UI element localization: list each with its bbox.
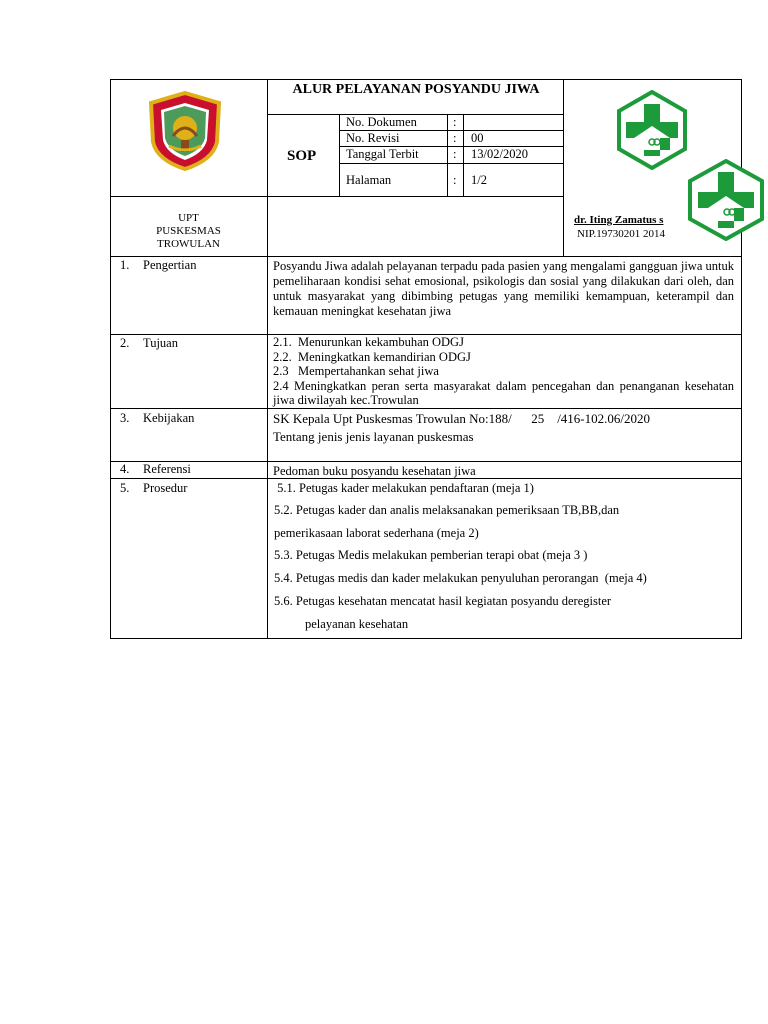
section-label-prosedur: Prosedur	[143, 481, 188, 495]
section-label-kebijakan: Kebijakan	[143, 411, 195, 425]
kebijakan-line: Tentang jenis jenis layanan puskesmas	[273, 429, 474, 444]
meta-label-halaman: Halaman	[346, 173, 392, 187]
pengertian-text: Posyandu Jiwa adalah pelayanan terpadu pada pasien yang mengalami gangguan jiwa untuk pemeliharaan kondisi sehat emosional, psikologis dan sosial yang dilakukan dari oleh, dan untuk masyarakat yang dibimbing petugas yang memiliki kemampuan, keterampil dan kemauan meningkat kesehatan jiwa	[273, 259, 734, 318]
prosedur-step: 5.3. Petugas Medis melakukan pemberian terapi obat (meja 3 )	[274, 548, 588, 562]
tujuan-item: 2.1. Menurunkan kekambuhan ODGJ	[273, 335, 464, 349]
prosedur-step: 5.1. Petugas kader melakukan pendaftaran (meja 1)	[274, 481, 534, 495]
sop-label: SOP	[287, 148, 317, 164]
kabupaten-crest-logo	[143, 90, 227, 172]
section-label-referensi: Referensi	[143, 462, 191, 476]
org-name-line: UPT	[178, 212, 199, 224]
meta-sep: :	[453, 173, 457, 187]
section-number: 3.	[120, 411, 130, 425]
org-name-line: TROWULAN	[157, 238, 220, 250]
tujuan-item: 2.3 Mempertahankan sehat jiwa	[273, 364, 439, 378]
meta-sep: :	[453, 147, 457, 161]
section-number: 2.	[120, 336, 130, 350]
prosedur-step: pemerikasaan laborat sederhana (meja 2)	[274, 526, 479, 540]
org-name-line: PUSKESMAS	[156, 225, 221, 237]
referensi-text: Pedoman buku posyandu kesehatan jiwa	[273, 464, 476, 478]
meta-value-tanggal-terbit: 13/02/2020	[471, 147, 528, 161]
section-number: 5.	[120, 481, 130, 495]
signatory-nip: NIP.19730201 2014	[577, 228, 666, 240]
meta-label-no-dokumen: No. Dokumen	[346, 115, 417, 129]
meta-sep: :	[453, 131, 457, 145]
meta-value-no-revisi: 00	[471, 131, 484, 145]
section-number: 4.	[120, 462, 130, 476]
meta-label-no-revisi: No. Revisi	[346, 131, 400, 145]
kebijakan-line: SK Kepala Upt Puskesmas Trowulan No:188/ 25 /416-102.06/2020	[273, 411, 650, 426]
document-title: ALUR PELAYANAN POSYANDU JIWA	[292, 82, 540, 97]
prosedur-step: pelayanan kesehatan	[305, 617, 409, 631]
puskesmas-logo	[612, 90, 692, 170]
signatory-name: dr. Iting Zamatus s	[574, 214, 664, 226]
section-label-tujuan: Tujuan	[143, 336, 178, 350]
prosedur-step: 5.6. Petugas kesehatan mencatat hasil kegiatan posyandu deregister	[274, 594, 612, 608]
tujuan-item: 2.2. Meningkatkan kemandirian ODGJ	[273, 350, 471, 364]
meta-label-tanggal-terbit: Tanggal Terbit	[346, 147, 419, 161]
meta-sep: :	[453, 115, 457, 129]
section-number: 1.	[120, 258, 130, 272]
prosedur-step: 5.2. Petugas kader dan analis melaksanakan pemeriksaan TB,BB,dan	[274, 503, 620, 517]
section-label-pengertian: Pengertian	[143, 258, 197, 272]
prosedur-step: 5.4. Petugas medis dan kader melakukan penyuluhan perorangan (meja 4)	[274, 571, 647, 585]
puskesmas-logo	[684, 159, 768, 241]
tujuan-item: 2.4 Meningkatkan peran serta masyarakat dalam pencegahan dan penanganan kesehatan jiwa diwilayah kec.Trowulan	[273, 379, 734, 407]
meta-value-halaman: 1/2	[471, 173, 487, 187]
